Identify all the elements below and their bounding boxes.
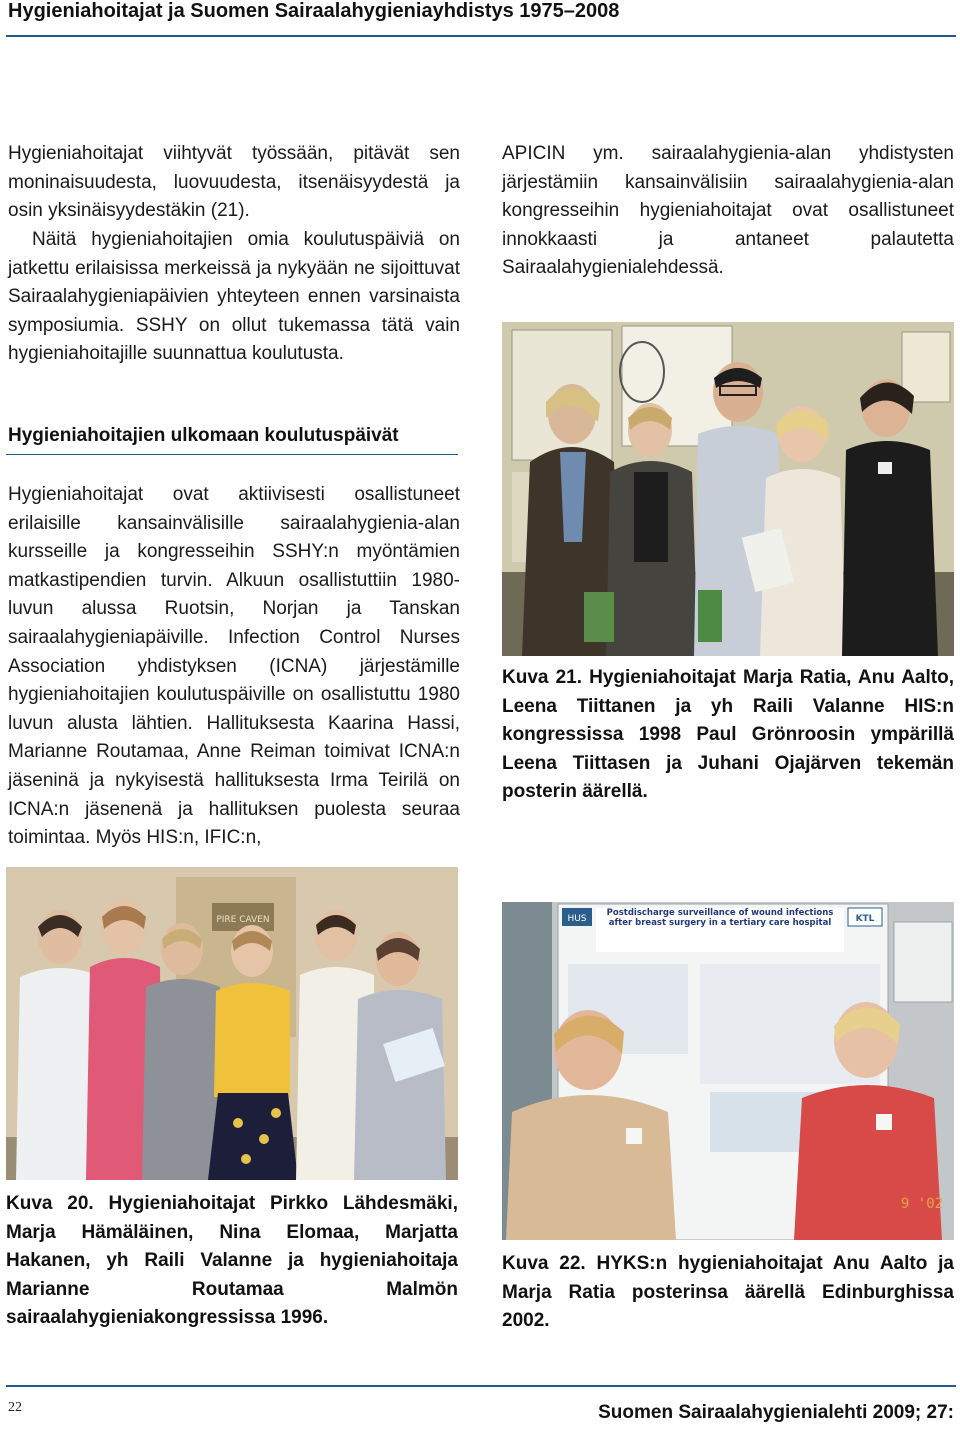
journal-reference: Suomen Sairaalahygienialehti 2009; 27: <box>598 1402 954 1423</box>
header-rule <box>6 35 956 37</box>
photo-kuva-21 <box>502 322 954 656</box>
section-heading-rule <box>6 454 458 455</box>
photo-kuva-22-image <box>502 902 954 1240</box>
date-stamp: 9 '02 <box>900 1196 944 1212</box>
page-number: 22 <box>8 1400 22 1415</box>
caption-kuva-21: Kuva 21. Hygieniahoitajat Marja Ratia, Anu Aalto, Leena Tiittanen ja yh Raili Valanne HIS:n kongressissa 1998 Paul Grönroosin ympärillä Leena Tiittasen ja Juhani Ojajärven tekemän posterin äärellä. <box>502 667 954 803</box>
photo-kuva-20 <box>6 867 458 1180</box>
poster-title: Postdischarge surveillance of wound infections after breast surgery in a tertiary care hospital <box>606 908 834 928</box>
photo-kuva-21-image <box>502 322 954 656</box>
intro-paragraph: Hygieniahoitajat viihtyvät työssään, pitävät sen moninaisuudesta, luovuudesta, itsenäisyydestä ja osin yksinäisyydestäkin (21). <box>8 143 460 222</box>
caption-kuva-20: Kuva 20. Hygieniahoitajat Pirkko Lähdesmäki, Marja Hämäläinen, Nina Elomaa, Marjatta Hakanen, yh Raili Valanne ja hygieniahoitaja Marianne Routamaa Malmön sairaalahygieniakongressissa 1996. <box>6 1193 458 1329</box>
running-header-title: Hygieniahoitajat ja Suomen Sairaalahygieniayhdistys 1975–2008 <box>8 0 620 22</box>
international-training-paragraph: Hygieniahoitajat ovat aktiivisesti osallistuneet erilaisille kansainvälisille sairaalahygienia-alan kursseille ja kongresseihin SSHY:n myöntämien matkastipendien turvin. Alkuun osallistuttiin 1980-luvun alussa Ruotsin, Norjan ja Tanskan sairaalahygieniapäiville. Infection Control Nurses Association yhdistyksen (ICNA) järjestämille hygieniahoitajien koulutuspäiville on osallistuttu 1980 luvun alusta lähtien. Hallituksesta Kaarina Hassi, Marianne Routamaa, Anne Reiman toimivat ICNA:n jäseninä ja nykyisestä hallituksesta Irma Teirilä on ICNA:n jäsenenä ja hallituksen puolesta seuraa toimintaa. Myös HIS:n, IFIC:n, <box>8 484 460 849</box>
door-sign-text: PIRE CAVEN <box>216 915 270 925</box>
training-days-paragraph: Näitä hygieniahoitajien omia koulutuspäiviä on jatkettu erilaisissa merkeissä ja nykyään ne sijoittuvat Sairaalahygieniapäivien yhteyteen ennen varsinaista symposiumia. SSHY on ollut tukemassa tätä vain hygieniahoitajille suunnattua koulutusta. <box>8 229 460 365</box>
poster-logo-left: HUS <box>567 914 587 924</box>
congress-paragraph: APICIN ym. sairaalahygienia-alan yhdistysten järjestämiin kansainvälisiin sairaalahygienia-alan kongresseihin hygieniahoitajat ovat osallistuneet innokkaasti ja antaneet palautetta Sairaalahygienialehdessä. <box>502 143 954 279</box>
photo-kuva-22 <box>502 902 954 1240</box>
section-heading: Hygieniahoitajien ulkomaan koulutuspäivät <box>8 425 399 446</box>
poster-logo-right: KTL <box>855 914 875 924</box>
footer-rule <box>6 1385 956 1387</box>
photo-kuva-20-image <box>6 867 458 1180</box>
caption-kuva-22: Kuva 22. HYKS:n hygieniahoitajat Anu Aalto ja Marja Ratia posterinsa äärellä Edinburghissa 2002. <box>502 1253 954 1332</box>
